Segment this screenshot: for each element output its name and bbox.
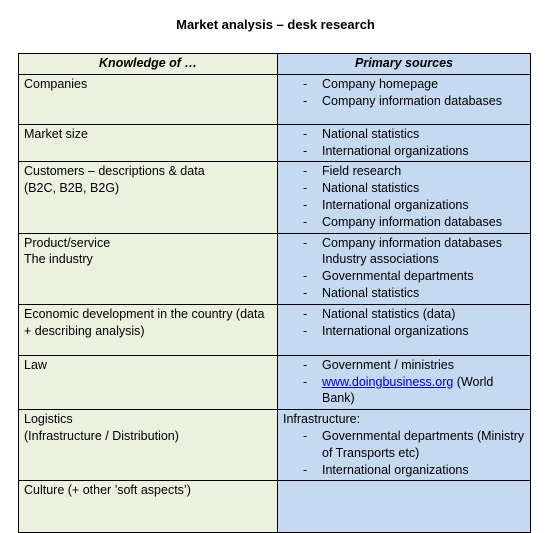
source-text: National statistics xyxy=(322,181,420,196)
dash-bullet: - xyxy=(303,93,308,108)
knowledge-cell xyxy=(19,355,278,409)
table-row xyxy=(19,124,531,162)
source-text: National statistics (data) xyxy=(322,306,456,321)
source-text: Field research xyxy=(322,164,402,179)
knowledge-text: Law xyxy=(24,357,47,372)
source-text-suffix: (World Bank) xyxy=(322,374,494,406)
dash-bullet: - xyxy=(303,197,308,212)
table-row xyxy=(19,410,531,481)
source-item xyxy=(283,76,525,93)
sources-cell xyxy=(278,355,531,409)
source-text: International organizations xyxy=(322,197,469,212)
source-text: International organizations xyxy=(322,323,469,338)
knowledge-text: Companies xyxy=(24,76,88,91)
dash-bullet: - xyxy=(303,428,308,443)
sources-cell xyxy=(278,410,531,481)
knowledge-cell xyxy=(19,162,278,233)
dash-bullet: - xyxy=(303,143,308,158)
sources-subheading: Infrastructure: xyxy=(283,412,361,427)
source-text: Industry associations xyxy=(322,252,439,267)
source-text: Company information databases xyxy=(322,214,502,229)
source-item xyxy=(283,163,525,180)
source-text: Company information databases xyxy=(322,235,502,250)
source-item xyxy=(283,180,525,197)
source-item xyxy=(283,306,525,323)
source-item xyxy=(283,197,525,214)
source-item xyxy=(283,374,525,408)
dash-bullet: - xyxy=(303,181,308,196)
dash-bullet: - xyxy=(303,235,308,250)
source-text: International organizations xyxy=(322,143,469,158)
sources-cell xyxy=(278,481,531,533)
source-item xyxy=(283,462,525,479)
header-primary-sources: Primary sources xyxy=(278,54,531,75)
sources-cell xyxy=(278,74,531,124)
sources-cell xyxy=(278,304,531,355)
knowledge-text: Customers – descriptions & data xyxy=(24,164,205,179)
sources-cell xyxy=(278,233,531,304)
knowledge-cell xyxy=(19,124,278,162)
table-row xyxy=(19,355,531,409)
source-text: Company homepage xyxy=(322,76,439,91)
source-item xyxy=(283,357,525,374)
source-item xyxy=(283,126,525,143)
source-text: National statistics xyxy=(322,126,420,141)
dash-bullet: - xyxy=(303,214,308,229)
doingbusiness-link[interactable]: www.doingbusiness.org xyxy=(322,374,454,389)
document-title: Market analysis – desk research xyxy=(176,17,375,32)
source-text: Company information databases xyxy=(322,93,502,108)
dash-bullet: - xyxy=(303,269,308,284)
knowledge-text: Economic development in the country (data xyxy=(24,306,265,321)
dash-bullet: - xyxy=(303,323,308,338)
knowledge-text: (B2C, B2B, B2G) xyxy=(24,181,120,196)
sources-cell xyxy=(278,162,531,233)
source-text: Governmental departments xyxy=(322,269,474,284)
knowledge-cell xyxy=(19,304,278,355)
knowledge-text: Logistics xyxy=(24,412,73,427)
source-item xyxy=(283,143,525,160)
source-item xyxy=(283,93,525,110)
source-item xyxy=(283,323,525,340)
dash-bullet: - xyxy=(303,306,308,321)
knowledge-text: Culture (+ other ’soft aspects’) xyxy=(24,483,191,498)
source-item xyxy=(283,214,525,231)
dash-bullet: - xyxy=(303,164,308,179)
sources-cell xyxy=(278,124,531,162)
dash-bullet: - xyxy=(303,357,308,372)
source-text: National statistics xyxy=(322,285,420,300)
knowledge-text: + describing analysis) xyxy=(24,323,145,338)
source-item xyxy=(283,251,525,268)
dash-bullet: - xyxy=(303,285,308,300)
table-row xyxy=(19,233,531,304)
table-row xyxy=(19,481,531,533)
dash-bullet: - xyxy=(303,76,308,91)
knowledge-text: Product/service xyxy=(24,235,111,250)
dash-bullet: - xyxy=(303,126,308,141)
source-text: Government / ministries xyxy=(322,357,454,372)
source-text: International organizations xyxy=(322,462,469,477)
table-row xyxy=(19,304,531,355)
table-row xyxy=(19,74,531,124)
research-table xyxy=(18,53,531,533)
source-item xyxy=(283,428,525,462)
header-knowledge-of: Knowledge of … xyxy=(19,54,278,75)
source-item xyxy=(283,268,525,285)
table-row xyxy=(19,162,531,233)
knowledge-text: (Infrastructure / Distribution) xyxy=(24,428,179,443)
source-text: Governmental departments (Ministry of Transports etc) xyxy=(322,428,525,460)
knowledge-cell xyxy=(19,233,278,304)
knowledge-text: Market size xyxy=(24,126,88,141)
dash-bullet: - xyxy=(303,462,308,477)
table-header-row xyxy=(19,54,531,75)
source-item xyxy=(283,235,525,252)
knowledge-text: The industry xyxy=(24,252,93,267)
knowledge-cell xyxy=(19,410,278,481)
dash-bullet: - xyxy=(303,374,308,389)
source-item xyxy=(283,285,525,302)
knowledge-cell xyxy=(19,74,278,124)
source-text xyxy=(322,374,525,408)
knowledge-cell xyxy=(19,481,278,533)
dash-bullet xyxy=(283,251,322,268)
